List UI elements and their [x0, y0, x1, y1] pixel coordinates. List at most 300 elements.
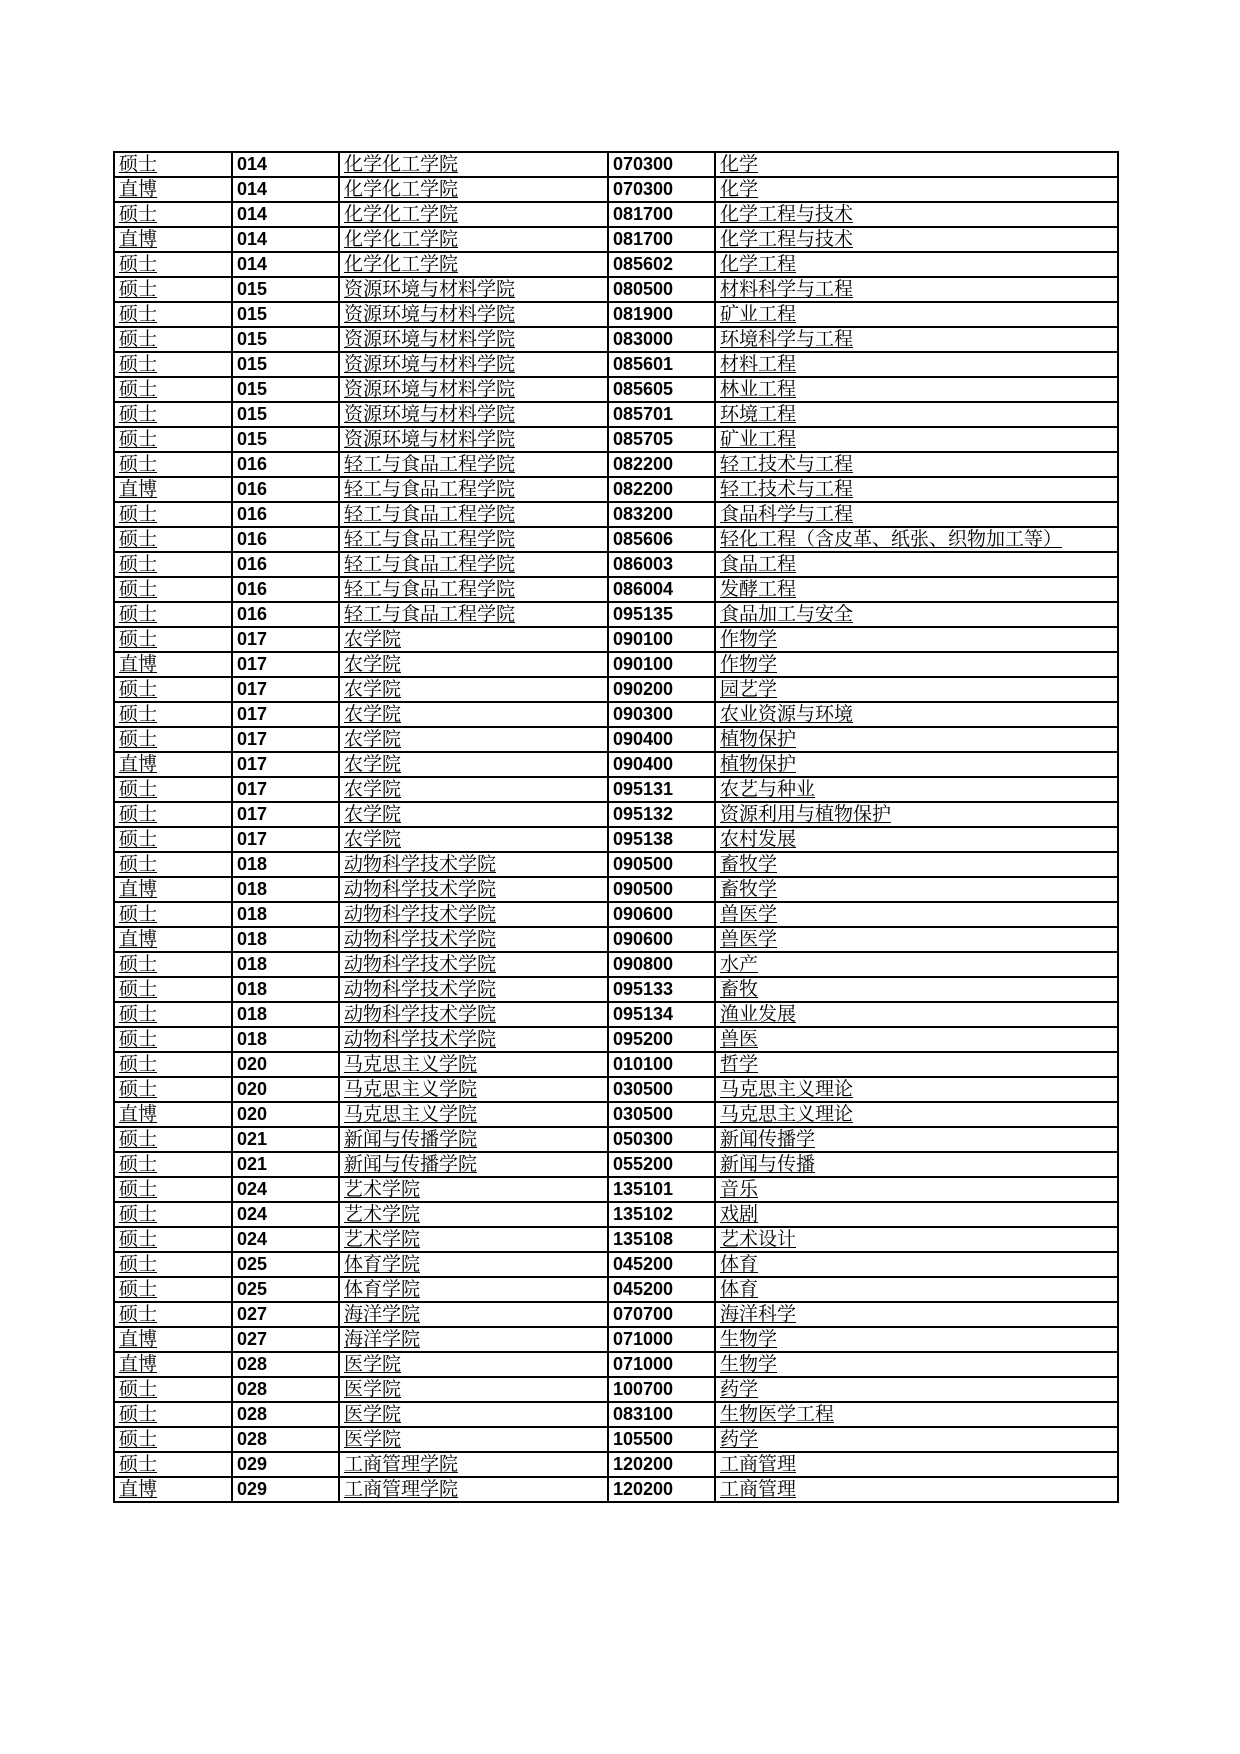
major-name-cell: 马克思主义理论	[715, 1077, 1118, 1102]
major-code-cell: 090500	[608, 852, 715, 877]
degree-type-cell: 硕士	[114, 1452, 232, 1477]
table-row	[114, 1302, 1118, 1327]
major-code-cell: 045200	[608, 1252, 715, 1277]
major-name-cell: 畜牧学	[715, 877, 1118, 902]
college-name-cell: 农学院	[339, 652, 608, 677]
college-name-cell: 新闻与传播学院	[339, 1152, 608, 1177]
major-code-cell: 095132	[608, 802, 715, 827]
college-code-cell: 020	[232, 1102, 339, 1127]
major-code-cell: 083100	[608, 1402, 715, 1427]
major-code-cell: 095131	[608, 777, 715, 802]
table-row	[114, 1277, 1118, 1302]
major-name-cell: 兽医学	[715, 902, 1118, 927]
degree-type-cell: 硕士	[114, 677, 232, 702]
major-code-cell: 120200	[608, 1477, 715, 1502]
major-code-cell: 100700	[608, 1377, 715, 1402]
degree-type-cell: 硕士	[114, 827, 232, 852]
degree-type-cell: 硕士	[114, 1227, 232, 1252]
college-name-cell: 马克思主义学院	[339, 1102, 608, 1127]
college-name-cell: 轻工与食品工程学院	[339, 502, 608, 527]
degree-type-cell: 硕士	[114, 452, 232, 477]
major-name-cell: 农业资源与环境	[715, 702, 1118, 727]
college-code-cell: 017	[232, 627, 339, 652]
college-code-cell: 017	[232, 677, 339, 702]
major-name-cell: 化学	[715, 177, 1118, 202]
college-name-cell: 农学院	[339, 802, 608, 827]
degree-type-cell: 硕士	[114, 777, 232, 802]
table-row	[114, 227, 1118, 252]
major-code-cell: 070300	[608, 177, 715, 202]
college-name-cell: 医学院	[339, 1352, 608, 1377]
table-row	[114, 1352, 1118, 1377]
college-code-cell: 018	[232, 1027, 339, 1052]
college-name-cell: 马克思主义学院	[339, 1052, 608, 1077]
table-row	[114, 1252, 1118, 1277]
table-row	[114, 952, 1118, 977]
table-row	[114, 977, 1118, 1002]
table-row	[114, 552, 1118, 577]
table-row	[114, 902, 1118, 927]
table-row	[114, 1377, 1118, 1402]
college-name-cell: 动物科学技术学院	[339, 977, 608, 1002]
college-code-cell: 018	[232, 877, 339, 902]
degree-type-cell: 硕士	[114, 602, 232, 627]
college-code-cell: 021	[232, 1152, 339, 1177]
major-code-cell: 070300	[608, 152, 715, 177]
college-code-cell: 017	[232, 827, 339, 852]
table-row	[114, 1227, 1118, 1252]
program-table-body	[114, 152, 1118, 1502]
table-row	[114, 802, 1118, 827]
degree-type-cell: 硕士	[114, 952, 232, 977]
college-code-cell: 024	[232, 1177, 339, 1202]
major-code-cell: 030500	[608, 1077, 715, 1102]
major-name-cell: 植物保护	[715, 752, 1118, 777]
degree-type-cell: 直博	[114, 927, 232, 952]
college-code-cell: 014	[232, 152, 339, 177]
table-row	[114, 152, 1118, 177]
major-name-cell: 体育	[715, 1277, 1118, 1302]
degree-type-cell: 硕士	[114, 702, 232, 727]
degree-type-cell: 硕士	[114, 802, 232, 827]
degree-type-cell: 硕士	[114, 527, 232, 552]
major-code-cell: 090100	[608, 627, 715, 652]
table-row	[114, 727, 1118, 752]
major-name-cell: 药学	[715, 1427, 1118, 1452]
table-row	[114, 377, 1118, 402]
table-row	[114, 527, 1118, 552]
table-row	[114, 1177, 1118, 1202]
college-code-cell: 014	[232, 252, 339, 277]
degree-type-cell: 直博	[114, 227, 232, 252]
college-code-cell: 014	[232, 227, 339, 252]
college-name-cell: 艺术学院	[339, 1227, 608, 1252]
major-name-cell: 矿业工程	[715, 302, 1118, 327]
degree-type-cell: 硕士	[114, 1052, 232, 1077]
college-code-cell: 029	[232, 1452, 339, 1477]
major-code-cell: 085705	[608, 427, 715, 452]
college-code-cell: 015	[232, 402, 339, 427]
degree-type-cell: 硕士	[114, 502, 232, 527]
major-code-cell: 086003	[608, 552, 715, 577]
table-row	[114, 477, 1118, 502]
college-code-cell: 016	[232, 452, 339, 477]
degree-type-cell: 硕士	[114, 427, 232, 452]
college-code-cell: 028	[232, 1427, 339, 1452]
major-code-cell: 090100	[608, 652, 715, 677]
major-code-cell: 090600	[608, 927, 715, 952]
major-name-cell: 化学工程	[715, 252, 1118, 277]
degree-type-cell: 直博	[114, 1352, 232, 1377]
degree-type-cell: 直博	[114, 177, 232, 202]
degree-type-cell: 硕士	[114, 1427, 232, 1452]
major-name-cell: 矿业工程	[715, 427, 1118, 452]
degree-type-cell: 硕士	[114, 852, 232, 877]
college-code-cell: 027	[232, 1327, 339, 1352]
major-code-cell: 090600	[608, 902, 715, 927]
major-name-cell: 植物保护	[715, 727, 1118, 752]
degree-type-cell: 硕士	[114, 1002, 232, 1027]
table-row	[114, 327, 1118, 352]
college-name-cell: 轻工与食品工程学院	[339, 577, 608, 602]
college-code-cell: 018	[232, 1002, 339, 1027]
major-name-cell: 渔业发展	[715, 1002, 1118, 1027]
degree-type-cell: 硕士	[114, 902, 232, 927]
major-code-cell: 085601	[608, 352, 715, 377]
college-code-cell: 028	[232, 1402, 339, 1427]
college-code-cell: 018	[232, 952, 339, 977]
major-name-cell: 工商管理	[715, 1477, 1118, 1502]
table-row	[114, 852, 1118, 877]
table-row	[114, 602, 1118, 627]
major-code-cell: 095134	[608, 1002, 715, 1027]
college-code-cell: 016	[232, 577, 339, 602]
major-name-cell: 食品工程	[715, 552, 1118, 577]
college-name-cell: 动物科学技术学院	[339, 902, 608, 927]
degree-type-cell: 硕士	[114, 1202, 232, 1227]
college-name-cell: 动物科学技术学院	[339, 952, 608, 977]
college-name-cell: 化学化工学院	[339, 152, 608, 177]
table-row	[114, 1077, 1118, 1102]
table-row	[114, 1477, 1118, 1502]
major-code-cell: 135108	[608, 1227, 715, 1252]
college-name-cell: 农学院	[339, 752, 608, 777]
degree-type-cell: 直博	[114, 477, 232, 502]
table-row	[114, 202, 1118, 227]
major-name-cell: 音乐	[715, 1177, 1118, 1202]
degree-type-cell: 硕士	[114, 1252, 232, 1277]
major-code-cell: 030500	[608, 1102, 715, 1127]
college-code-cell: 016	[232, 602, 339, 627]
major-name-cell: 林业工程	[715, 377, 1118, 402]
major-name-cell: 工商管理	[715, 1452, 1118, 1477]
major-code-cell: 081900	[608, 302, 715, 327]
major-name-cell: 生物医学工程	[715, 1402, 1118, 1427]
major-name-cell: 材料科学与工程	[715, 277, 1118, 302]
college-name-cell: 医学院	[339, 1427, 608, 1452]
college-name-cell: 轻工与食品工程学院	[339, 527, 608, 552]
major-name-cell: 畜牧	[715, 977, 1118, 1002]
major-name-cell: 畜牧学	[715, 852, 1118, 877]
major-code-cell: 090300	[608, 702, 715, 727]
major-name-cell: 药学	[715, 1377, 1118, 1402]
college-name-cell: 农学院	[339, 777, 608, 802]
table-row	[114, 252, 1118, 277]
college-name-cell: 工商管理学院	[339, 1477, 608, 1502]
table-row	[114, 1402, 1118, 1427]
major-name-cell: 化学工程与技术	[715, 202, 1118, 227]
college-code-cell: 014	[232, 202, 339, 227]
major-name-cell: 食品科学与工程	[715, 502, 1118, 527]
major-name-cell: 发酵工程	[715, 577, 1118, 602]
table-row	[114, 427, 1118, 452]
degree-type-cell: 硕士	[114, 977, 232, 1002]
table-row	[114, 777, 1118, 802]
college-code-cell: 017	[232, 652, 339, 677]
degree-type-cell: 直博	[114, 877, 232, 902]
major-code-cell: 095135	[608, 602, 715, 627]
major-code-cell: 050300	[608, 1127, 715, 1152]
major-code-cell: 071000	[608, 1352, 715, 1377]
table-row	[114, 1127, 1118, 1152]
table-row	[114, 352, 1118, 377]
major-name-cell: 海洋科学	[715, 1302, 1118, 1327]
college-code-cell: 017	[232, 802, 339, 827]
table-row	[114, 702, 1118, 727]
degree-type-cell: 硕士	[114, 1302, 232, 1327]
major-code-cell: 090400	[608, 752, 715, 777]
major-code-cell: 086004	[608, 577, 715, 602]
major-name-cell: 生物学	[715, 1352, 1118, 1377]
college-code-cell: 028	[232, 1377, 339, 1402]
degree-type-cell: 硕士	[114, 627, 232, 652]
college-name-cell: 体育学院	[339, 1252, 608, 1277]
college-code-cell: 020	[232, 1077, 339, 1102]
table-row	[114, 452, 1118, 477]
college-code-cell: 025	[232, 1277, 339, 1302]
college-name-cell: 农学院	[339, 727, 608, 752]
degree-type-cell: 硕士	[114, 302, 232, 327]
major-name-cell: 哲学	[715, 1052, 1118, 1077]
major-code-cell: 090400	[608, 727, 715, 752]
major-code-cell: 090800	[608, 952, 715, 977]
college-name-cell: 体育学院	[339, 1277, 608, 1302]
college-name-cell: 动物科学技术学院	[339, 877, 608, 902]
college-name-cell: 化学化工学院	[339, 177, 608, 202]
college-code-cell: 016	[232, 477, 339, 502]
table-row	[114, 927, 1118, 952]
college-name-cell: 资源环境与材料学院	[339, 402, 608, 427]
major-name-cell: 新闻与传播	[715, 1152, 1118, 1177]
college-name-cell: 资源环境与材料学院	[339, 427, 608, 452]
college-code-cell: 014	[232, 177, 339, 202]
college-name-cell: 海洋学院	[339, 1302, 608, 1327]
degree-type-cell: 直博	[114, 1477, 232, 1502]
college-code-cell: 027	[232, 1302, 339, 1327]
table-row	[114, 177, 1118, 202]
table-row	[114, 1027, 1118, 1052]
degree-type-cell: 硕士	[114, 202, 232, 227]
college-name-cell: 轻工与食品工程学院	[339, 602, 608, 627]
college-code-cell: 016	[232, 502, 339, 527]
college-code-cell: 021	[232, 1127, 339, 1152]
degree-type-cell: 硕士	[114, 1402, 232, 1427]
college-name-cell: 艺术学院	[339, 1202, 608, 1227]
major-name-cell: 新闻传播学	[715, 1127, 1118, 1152]
college-code-cell: 015	[232, 377, 339, 402]
college-name-cell: 动物科学技术学院	[339, 927, 608, 952]
degree-type-cell: 硕士	[114, 1177, 232, 1202]
degree-type-cell: 硕士	[114, 352, 232, 377]
major-code-cell: 085605	[608, 377, 715, 402]
major-code-cell: 095133	[608, 977, 715, 1002]
major-code-cell: 081700	[608, 202, 715, 227]
degree-type-cell: 直博	[114, 752, 232, 777]
degree-type-cell: 硕士	[114, 1152, 232, 1177]
degree-type-cell: 硕士	[114, 152, 232, 177]
major-name-cell: 水产	[715, 952, 1118, 977]
college-name-cell: 轻工与食品工程学院	[339, 552, 608, 577]
table-row	[114, 302, 1118, 327]
major-name-cell: 作物学	[715, 627, 1118, 652]
table-row	[114, 277, 1118, 302]
major-code-cell: 090500	[608, 877, 715, 902]
major-code-cell: 135102	[608, 1202, 715, 1227]
college-code-cell: 016	[232, 552, 339, 577]
table-row	[114, 577, 1118, 602]
college-code-cell: 017	[232, 702, 339, 727]
table-row	[114, 752, 1118, 777]
college-name-cell: 化学化工学院	[339, 227, 608, 252]
college-code-cell: 018	[232, 927, 339, 952]
major-code-cell: 081700	[608, 227, 715, 252]
college-name-cell: 农学院	[339, 627, 608, 652]
major-code-cell: 083000	[608, 327, 715, 352]
college-code-cell: 017	[232, 752, 339, 777]
college-code-cell: 024	[232, 1227, 339, 1252]
college-name-cell: 资源环境与材料学院	[339, 352, 608, 377]
college-code-cell: 028	[232, 1352, 339, 1377]
major-code-cell: 082200	[608, 452, 715, 477]
major-name-cell: 体育	[715, 1252, 1118, 1277]
college-code-cell: 018	[232, 902, 339, 927]
admission-table-sheet	[113, 151, 1117, 1503]
degree-type-cell: 硕士	[114, 402, 232, 427]
degree-type-cell: 直博	[114, 1102, 232, 1127]
college-name-cell: 轻工与食品工程学院	[339, 452, 608, 477]
major-code-cell: 071000	[608, 1327, 715, 1352]
major-name-cell: 轻化工程（含皮革、纸张、织物加工等）	[715, 527, 1118, 552]
degree-type-cell: 硕士	[114, 327, 232, 352]
degree-type-cell: 硕士	[114, 1277, 232, 1302]
college-name-cell: 轻工与食品工程学院	[339, 477, 608, 502]
college-code-cell: 015	[232, 352, 339, 377]
major-name-cell: 兽医	[715, 1027, 1118, 1052]
college-code-cell: 025	[232, 1252, 339, 1277]
degree-type-cell: 硕士	[114, 1077, 232, 1102]
major-code-cell: 080500	[608, 277, 715, 302]
college-code-cell: 017	[232, 777, 339, 802]
degree-type-cell: 直博	[114, 652, 232, 677]
major-code-cell: 045200	[608, 1277, 715, 1302]
major-code-cell: 083200	[608, 502, 715, 527]
table-row	[114, 1452, 1118, 1477]
college-code-cell: 017	[232, 727, 339, 752]
major-name-cell: 艺术设计	[715, 1227, 1118, 1252]
degree-type-cell: 硕士	[114, 552, 232, 577]
degree-type-cell: 直博	[114, 1327, 232, 1352]
major-name-cell: 作物学	[715, 652, 1118, 677]
degree-type-cell: 硕士	[114, 377, 232, 402]
major-name-cell: 农艺与种业	[715, 777, 1118, 802]
major-code-cell: 055200	[608, 1152, 715, 1177]
major-code-cell: 105500	[608, 1427, 715, 1452]
major-name-cell: 材料工程	[715, 352, 1118, 377]
college-name-cell: 医学院	[339, 1377, 608, 1402]
degree-type-cell: 硕士	[114, 1027, 232, 1052]
college-name-cell: 化学化工学院	[339, 202, 608, 227]
program-table	[113, 151, 1119, 1503]
major-name-cell: 食品加工与安全	[715, 602, 1118, 627]
table-row	[114, 1327, 1118, 1352]
table-row	[114, 627, 1118, 652]
table-row	[114, 677, 1118, 702]
college-name-cell: 化学化工学院	[339, 252, 608, 277]
major-code-cell: 010100	[608, 1052, 715, 1077]
degree-type-cell: 硕士	[114, 1127, 232, 1152]
table-row	[114, 1052, 1118, 1077]
degree-type-cell: 硕士	[114, 277, 232, 302]
major-name-cell: 兽医学	[715, 927, 1118, 952]
college-code-cell: 016	[232, 527, 339, 552]
college-name-cell: 资源环境与材料学院	[339, 377, 608, 402]
major-code-cell: 120200	[608, 1452, 715, 1477]
college-name-cell: 农学院	[339, 827, 608, 852]
college-code-cell: 018	[232, 977, 339, 1002]
major-name-cell: 轻工技术与工程	[715, 477, 1118, 502]
college-code-cell: 015	[232, 302, 339, 327]
college-name-cell: 动物科学技术学院	[339, 1027, 608, 1052]
major-code-cell: 090200	[608, 677, 715, 702]
major-name-cell: 环境科学与工程	[715, 327, 1118, 352]
major-code-cell: 070700	[608, 1302, 715, 1327]
major-code-cell: 085602	[608, 252, 715, 277]
table-row	[114, 1102, 1118, 1127]
college-name-cell: 医学院	[339, 1402, 608, 1427]
college-code-cell: 029	[232, 1477, 339, 1502]
major-name-cell: 戏剧	[715, 1202, 1118, 1227]
major-name-cell: 资源利用与植物保护	[715, 802, 1118, 827]
major-code-cell: 082200	[608, 477, 715, 502]
table-row	[114, 1202, 1118, 1227]
major-name-cell: 马克思主义理论	[715, 1102, 1118, 1127]
college-name-cell: 工商管理学院	[339, 1452, 608, 1477]
table-row	[114, 402, 1118, 427]
college-code-cell: 018	[232, 852, 339, 877]
college-name-cell: 动物科学技术学院	[339, 1002, 608, 1027]
college-code-cell: 024	[232, 1202, 339, 1227]
college-name-cell: 艺术学院	[339, 1177, 608, 1202]
college-name-cell: 资源环境与材料学院	[339, 302, 608, 327]
college-code-cell: 020	[232, 1052, 339, 1077]
table-row	[114, 502, 1118, 527]
major-name-cell: 农村发展	[715, 827, 1118, 852]
college-name-cell: 动物科学技术学院	[339, 852, 608, 877]
table-row	[114, 1427, 1118, 1452]
major-code-cell: 135101	[608, 1177, 715, 1202]
college-code-cell: 015	[232, 327, 339, 352]
college-name-cell: 资源环境与材料学院	[339, 327, 608, 352]
